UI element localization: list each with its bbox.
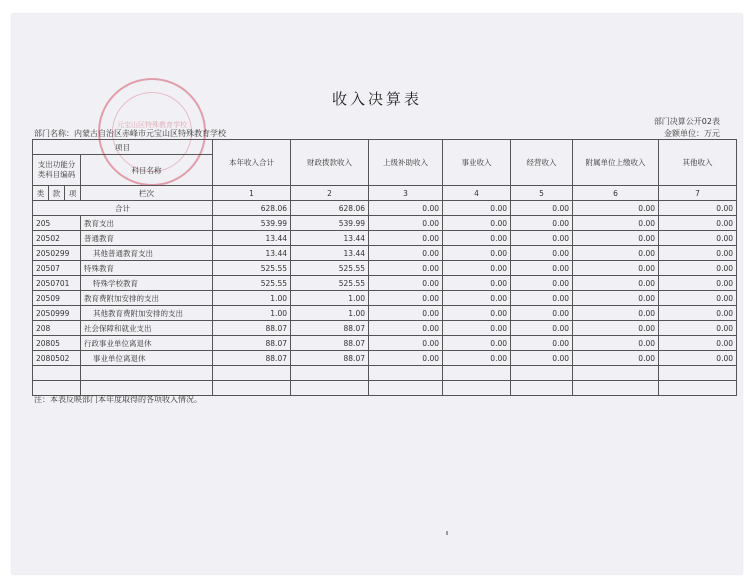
row-code: 20805 <box>33 336 81 351</box>
blank-cell <box>369 381 443 396</box>
row-value: 0.00 <box>511 261 573 276</box>
column-number-2: 2 <box>291 186 369 201</box>
row-code: 20509 <box>33 291 81 306</box>
blank-cell <box>511 381 573 396</box>
form-code: 部门决算公开02表 <box>653 117 720 126</box>
blank-cell <box>443 366 511 381</box>
header-col-1: 本年收入合计 <box>213 140 291 186</box>
row-value: 0.00 <box>659 351 737 366</box>
blank-cell <box>33 366 81 381</box>
column-number-6: 6 <box>573 186 659 201</box>
row-subject-name: 特殊教育 <box>81 261 213 276</box>
row-value: 539.99 <box>213 216 291 231</box>
header-col-5: 经营收入 <box>511 140 573 186</box>
total-value: 0.00 <box>443 201 511 216</box>
row-value: 0.00 <box>659 321 737 336</box>
department-name: 部门名称：内蒙古自治区赤峰市元宝山区特殊教育学校 <box>34 129 226 138</box>
row-subject-name: 教育支出 <box>81 216 213 231</box>
row-value: 88.07 <box>291 336 369 351</box>
blank-cell <box>291 366 369 381</box>
row-value: 0.00 <box>443 276 511 291</box>
row-code: 2080502 <box>33 351 81 366</box>
header-col-2: 财政拨款收入 <box>291 140 369 186</box>
row-code: 2050299 <box>33 246 81 261</box>
row-value: 88.07 <box>291 321 369 336</box>
row-value: 525.55 <box>291 261 369 276</box>
row-value: 0.00 <box>573 231 659 246</box>
row-value: 0.00 <box>443 231 511 246</box>
row-subject-name: 其他教育费附加安排的支出 <box>81 306 213 321</box>
header-kuan: 款 <box>49 186 65 201</box>
blank-cell <box>443 381 511 396</box>
total-value: 0.00 <box>511 201 573 216</box>
row-value: 0.00 <box>369 336 443 351</box>
document-title: 收入决算表 <box>331 90 422 108</box>
blank-cell <box>369 366 443 381</box>
table-row <box>33 351 737 366</box>
header-project: 项目 <box>33 140 213 155</box>
row-value: 0.00 <box>443 321 511 336</box>
row-value: 88.07 <box>213 351 291 366</box>
total-value: 0.00 <box>369 201 443 216</box>
blank-cell <box>573 366 659 381</box>
row-value: 0.00 <box>511 306 573 321</box>
column-number-4: 4 <box>443 186 511 201</box>
table-row <box>33 246 737 261</box>
blank-cell <box>213 366 291 381</box>
row-value: 0.00 <box>573 246 659 261</box>
header-col-6: 附属单位上缴收入 <box>573 140 659 186</box>
header-col-7: 其他收入 <box>659 140 737 186</box>
row-subject-name: 行政事业单位离退休 <box>81 336 213 351</box>
row-value: 525.55 <box>213 276 291 291</box>
row-value: 0.00 <box>511 246 573 261</box>
row-subject-name: 普通教育 <box>81 231 213 246</box>
row-value: 0.00 <box>573 306 659 321</box>
column-number-row <box>33 186 737 201</box>
header-col-3: 上级补助收入 <box>369 140 443 186</box>
row-value: 0.00 <box>369 246 443 261</box>
header-col-4: 事业收入 <box>443 140 511 186</box>
row-value: 0.00 <box>443 336 511 351</box>
row-value: 0.00 <box>573 276 659 291</box>
row-value: 0.00 <box>659 306 737 321</box>
row-value: 0.00 <box>369 261 443 276</box>
header-xiang: 项 <box>65 186 81 201</box>
row-value: 13.44 <box>213 246 291 261</box>
row-code: 205 <box>33 216 81 231</box>
total-value: 0.00 <box>573 201 659 216</box>
column-number-1: 1 <box>213 186 291 201</box>
row-value: 0.00 <box>511 291 573 306</box>
row-value: 1.00 <box>213 306 291 321</box>
row-value: 0.00 <box>511 336 573 351</box>
header-subject-name: 科目名称 <box>81 155 213 186</box>
table-row <box>33 321 737 336</box>
blank-cell <box>573 381 659 396</box>
row-subject-name: 特殊学校教育 <box>81 276 213 291</box>
blank-cell <box>81 366 213 381</box>
scan-speck <box>446 531 448 535</box>
column-number-7: 7 <box>659 186 737 201</box>
row-value: 0.00 <box>369 306 443 321</box>
blank-cell <box>213 381 291 396</box>
row-code: 20507 <box>33 261 81 276</box>
table-row <box>33 231 737 246</box>
row-value: 88.07 <box>213 321 291 336</box>
row-value: 0.00 <box>369 291 443 306</box>
row-value: 0.00 <box>369 351 443 366</box>
seal-text: 元宝山区特殊教育学校 <box>117 121 187 129</box>
row-value: 88.07 <box>213 336 291 351</box>
row-code: 2050999 <box>33 306 81 321</box>
row-value: 0.00 <box>443 306 511 321</box>
row-subject-name: 事业单位离退休 <box>81 351 213 366</box>
form-meta <box>654 116 720 140</box>
header-lei: 类 <box>33 186 49 201</box>
row-value: 0.00 <box>511 321 573 336</box>
row-value: 0.00 <box>511 216 573 231</box>
row-subject-name: 社会保障和就业支出 <box>81 321 213 336</box>
row-value: 0.00 <box>573 336 659 351</box>
table-row <box>33 261 737 276</box>
row-value: 1.00 <box>291 291 369 306</box>
row-value: 0.00 <box>659 216 737 231</box>
header-classification-code: 支出功能分类科目编码 <box>33 155 81 186</box>
total-row <box>33 201 737 216</box>
table-note: 注：本表反映部门本年度取得的各项收入情况。 <box>34 395 202 404</box>
row-value: 0.00 <box>443 351 511 366</box>
row-value: 0.00 <box>369 321 443 336</box>
row-subject-name: 教育费附加安排的支出 <box>81 291 213 306</box>
blank-cell <box>511 366 573 381</box>
row-value: 13.44 <box>213 231 291 246</box>
row-value: 0.00 <box>573 351 659 366</box>
total-value: 628.06 <box>213 201 291 216</box>
column-number-5: 5 <box>511 186 573 201</box>
row-code: 2050701 <box>33 276 81 291</box>
row-value: 0.00 <box>443 291 511 306</box>
document-sheet <box>12 14 742 574</box>
row-code: 20502 <box>33 231 81 246</box>
row-value: 539.99 <box>291 216 369 231</box>
amount-unit: 金额单位：万元 <box>664 129 720 138</box>
row-value: 0.00 <box>659 246 737 261</box>
row-value: 525.55 <box>291 276 369 291</box>
column-number-label: 栏次 <box>81 186 213 201</box>
row-value: 0.00 <box>443 246 511 261</box>
row-value: 13.44 <box>291 231 369 246</box>
blank-cell <box>659 366 737 381</box>
row-value: 1.00 <box>213 291 291 306</box>
row-value: 0.00 <box>573 321 659 336</box>
blank-cell <box>659 381 737 396</box>
row-code: 208 <box>33 321 81 336</box>
blank-cell <box>291 381 369 396</box>
row-value: 0.00 <box>573 216 659 231</box>
row-value: 0.00 <box>443 216 511 231</box>
row-value: 0.00 <box>659 291 737 306</box>
table-row <box>33 306 737 321</box>
row-value: 0.00 <box>443 261 511 276</box>
blank-row <box>33 366 737 381</box>
total-value: 0.00 <box>659 201 737 216</box>
table-row <box>33 336 737 351</box>
row-value: 0.00 <box>511 351 573 366</box>
row-value: 0.00 <box>573 261 659 276</box>
row-value: 0.00 <box>511 231 573 246</box>
table-row <box>33 276 737 291</box>
table-row <box>33 291 737 306</box>
row-value: 0.00 <box>659 276 737 291</box>
row-subject-name: 其他普通教育支出 <box>81 246 213 261</box>
row-value: 0.00 <box>659 231 737 246</box>
row-value: 13.44 <box>291 246 369 261</box>
row-value: 0.00 <box>659 261 737 276</box>
row-value: 0.00 <box>659 336 737 351</box>
table-row <box>33 216 737 231</box>
income-table <box>32 139 737 396</box>
row-value: 0.00 <box>369 276 443 291</box>
row-value: 0.00 <box>369 231 443 246</box>
row-value: 88.07 <box>291 351 369 366</box>
row-value: 525.55 <box>213 261 291 276</box>
total-value: 628.06 <box>291 201 369 216</box>
row-value: 0.00 <box>573 291 659 306</box>
row-value: 0.00 <box>511 276 573 291</box>
column-number-3: 3 <box>369 186 443 201</box>
header-row-1 <box>33 140 737 155</box>
row-value: 1.00 <box>291 306 369 321</box>
total-label: 合计 <box>33 201 213 216</box>
row-value: 0.00 <box>369 216 443 231</box>
